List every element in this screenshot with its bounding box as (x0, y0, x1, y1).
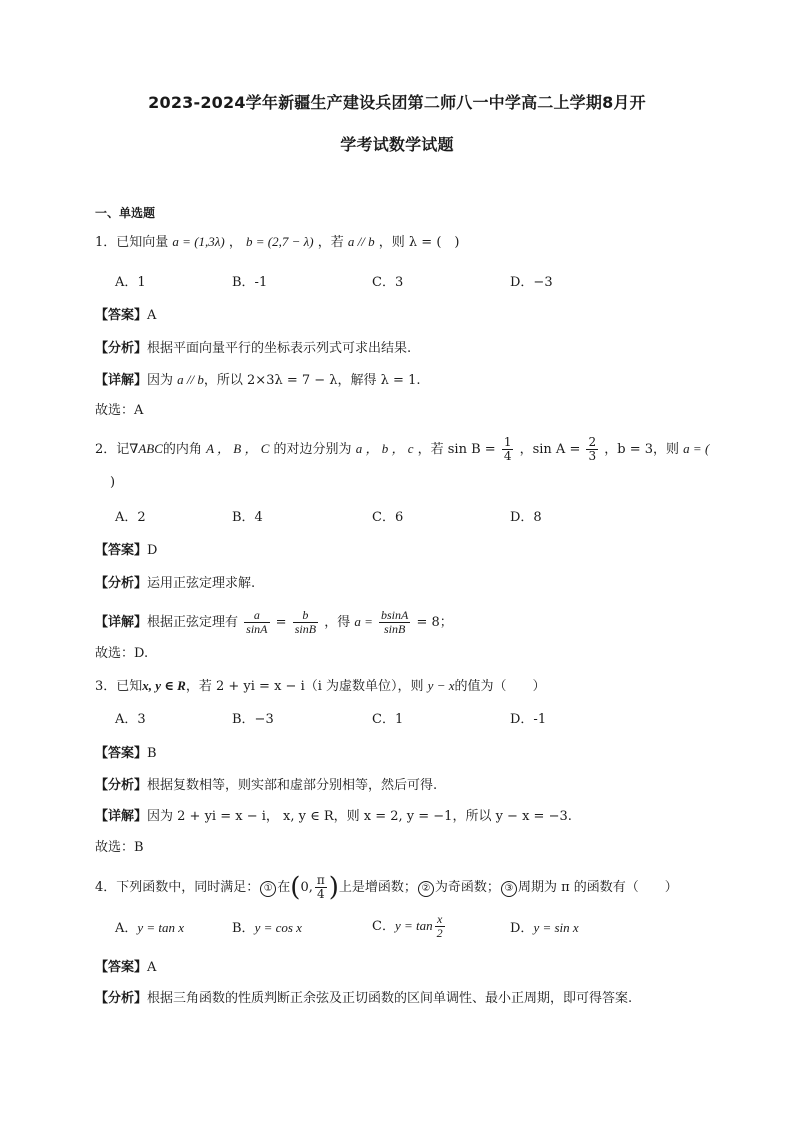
q4-text4: 周期为 π 的函数有（ ） (517, 880, 678, 895)
q3-choose (95, 839, 144, 857)
q3-expr: y − x (427, 678, 455, 693)
q1-option-c[interactable]: C．3 (372, 275, 404, 290)
q4-circled-3: ③ (501, 881, 517, 897)
q4-circled-1: ① (260, 881, 276, 897)
q4-text2: 上是增函数； (338, 880, 417, 895)
q1-detail (95, 371, 420, 390)
q4-answer (95, 959, 156, 977)
q4-option-c-label: C． (372, 919, 395, 934)
q1-vector-b: b = (2,7 − λ) (246, 234, 314, 249)
q2-detail-frac3-den: sinB (384, 622, 406, 636)
q3-vars: x, y ∈ R (142, 678, 186, 693)
q2-detail-frac1-num: a (244, 609, 269, 623)
q2-sides: a ， b ， c (355, 441, 414, 456)
q3-detail-text: 因为 2 + yi = x − i， x, y ∈ R，则 x = 2, y = −1，所以 y − x = −3. (147, 809, 572, 824)
q2-analysis (95, 575, 255, 593)
q1-choose-value: A (134, 403, 144, 418)
analysis-label: 【分析】 (95, 576, 148, 591)
q2-detail-frac2 (293, 609, 318, 636)
q4-pi-den: 4 (316, 887, 325, 901)
q4-answer-value: A (147, 960, 157, 975)
q4-option-d-formula: y = sin x (533, 920, 579, 935)
q2-text3: ，若 sin B = (417, 442, 496, 457)
q2-choose-value: D. (134, 646, 149, 661)
q1-detail-a: 因为 (147, 373, 174, 388)
q3-option-b[interactable]: B．−3 (232, 712, 274, 727)
q1-option-b[interactable]: B．-1 (232, 275, 268, 290)
q2-frac2-den: 3 (588, 449, 597, 463)
q2-text4: ，sin A = (519, 442, 581, 457)
q4-option-b[interactable] (232, 919, 302, 938)
q2-option-a[interactable]: A．2 (115, 510, 146, 525)
q1-answer (95, 307, 156, 325)
analysis-label: 【分析】 (95, 991, 148, 1006)
q3-analysis (95, 777, 437, 795)
q3-analysis-text: 根据复数相等，则实部和虚部分别相等，然后可得. (147, 778, 438, 793)
q2-choose (95, 645, 148, 663)
q4-option-d[interactable] (510, 919, 579, 938)
q1-detail-b: a // b (177, 372, 204, 387)
q4-option-c-num: x (435, 913, 445, 927)
q3-text2: 的值为（ ） (454, 679, 546, 694)
detail-label: 【详解】 (95, 373, 148, 388)
q4-analysis-text: 根据三角函数的性质判断正余弦及正切函数的区间单调性、最小正周期，即可得答案. (147, 991, 633, 1006)
q4-option-b-formula: y = cos x (254, 920, 302, 935)
q3-number: 3．已知 (95, 679, 143, 694)
q1-option-d[interactable]: D．−3 (510, 275, 553, 290)
q1-answer-value: A (147, 308, 157, 323)
q4-option-a-label: A． (115, 921, 138, 936)
q2-option-b[interactable]: B．4 (232, 510, 263, 525)
q2-frac-sinb (502, 436, 514, 463)
analysis-label: 【分析】 (95, 778, 148, 793)
q2-detail-lhs: a = (354, 614, 373, 629)
q2-frac1-num: 1 (503, 435, 512, 449)
q1-vector-a: a = (1,3λ) (172, 234, 225, 249)
q2-answer (95, 542, 157, 560)
q2-stem (95, 436, 709, 463)
q3-stem (95, 677, 546, 696)
q4-option-c[interactable] (372, 913, 447, 940)
analysis-label: 【分析】 (95, 341, 148, 356)
q1-detail-c: ，所以 2×3λ = 7 − λ，解得 λ = 1. (203, 373, 421, 388)
q4-option-d-label: D． (510, 921, 534, 936)
q4-pi-num: π (316, 873, 325, 887)
q2-detail-frac3 (379, 609, 410, 636)
q2-frac-sina (586, 436, 598, 463)
q2-analysis-text: 运用正弦定理求解. (147, 576, 256, 591)
q1-ask: ，则 λ = ( ) (378, 235, 460, 250)
q2-vars: A ， B ， C (206, 441, 270, 456)
q2-detail-a: 根据正弦定理有 (147, 615, 239, 630)
page-title-line2: 学考试数学试题 (340, 135, 454, 154)
answer-label: 【答案】 (95, 308, 148, 323)
q3-option-a[interactable]: A．3 (115, 712, 146, 727)
q2-detail (95, 609, 453, 636)
q2-detail-frac3-num: bsinA (381, 608, 409, 622)
q3-detail (95, 808, 572, 826)
q2-number: 2．记 (95, 442, 130, 457)
q2-detail-eq: = (275, 615, 287, 630)
q4-option-c-frac (435, 913, 445, 940)
q2-detail-c: = 8； (416, 615, 453, 630)
section-heading: 一、单选题 (95, 206, 156, 220)
q2-detail-frac1-den: sinA (246, 622, 268, 636)
q4-pi-frac (315, 874, 327, 901)
q4-option-a[interactable] (115, 919, 184, 938)
q2-frac2-num: 2 (588, 435, 597, 449)
q4-analysis (95, 990, 632, 1008)
q2-detail-frac2-den: sinB (294, 622, 317, 636)
q4-option-a-formula: y = tan x (137, 920, 185, 935)
q2-option-d[interactable]: D．8 (510, 510, 542, 525)
q2-answer-value: D (147, 543, 158, 558)
q1-number: 1．已知向量 (95, 235, 169, 250)
detail-label: 【详解】 (95, 809, 148, 824)
q1-cond-prefix: ，若 (317, 235, 344, 250)
q2-detail-b: ，得 (324, 615, 351, 630)
detail-label: 【详解】 (95, 615, 148, 630)
q3-option-c[interactable]: C．1 (372, 712, 404, 727)
q1-condition: a // b (347, 234, 375, 249)
q3-answer (95, 745, 157, 763)
answer-label: 【答案】 (95, 746, 148, 761)
q3-choose-value: B (134, 840, 144, 855)
answer-label: 【答案】 (95, 960, 148, 975)
q3-answer-value: B (147, 746, 157, 761)
q1-analysis-text: 根据平面向量平行的坐标表示列式可求出结果. (147, 341, 412, 356)
q2-text1: 的内角 (162, 442, 202, 457)
answer-label: 【答案】 (95, 543, 148, 558)
q4-number: 4．下列函数中，同时满足： (95, 880, 260, 895)
q2-frac1-den: 4 (503, 449, 512, 463)
q2-close-paren: ) (110, 475, 116, 490)
q4-text1: 在 (277, 880, 291, 895)
q4-text3: 为奇函数； (434, 880, 500, 895)
choose-label: 故选： (95, 646, 135, 661)
q2-text2: 的对边分别为 (273, 442, 352, 457)
q4-option-c-den: 2 (436, 926, 443, 940)
q4-stem: 4．下列函数中，同时满足： ① 在(0, $\frac{\pi}{4}$ )上是增函数； ② 为奇函数； ③ 周期为 π 的函数有（ ） (95, 872, 678, 903)
q2-triangle: ∇ABC (129, 441, 163, 456)
q3-option-d[interactable]: D．-1 (510, 712, 547, 727)
q2-detail-frac2-num: b (293, 609, 318, 623)
q1-analysis (95, 340, 411, 358)
q4-circled-2: ② (418, 881, 434, 897)
q1-choose (95, 402, 143, 420)
q4-option-c-formula: y = tan (394, 918, 433, 933)
q2-text5: ，b = 3，则 (604, 442, 680, 457)
q4-interval-left: 0, (300, 880, 313, 895)
q3-text1: ，若 2 + yi = x − i（i 为虚数单位），则 (185, 679, 424, 694)
q2-detail-frac1 (244, 609, 269, 636)
q1-option-a[interactable]: A．1 (115, 275, 146, 290)
page-title-line1: 2023-2024学年新疆生产建设兵团第二师八一中学高二上学期8月开 (148, 93, 646, 112)
q2-text6: a = ( (683, 441, 710, 456)
q2-option-c[interactable]: C．6 (372, 510, 404, 525)
q1-stem: 1．已知向量 a = (1,3λ) ， b = (2,7 − λ) ，若 a // b ，则 λ = ( ) (95, 234, 460, 250)
q4-option-b-label: B． (232, 921, 255, 936)
choose-label: 故选： (95, 403, 135, 418)
choose-label: 故选： (95, 840, 135, 855)
